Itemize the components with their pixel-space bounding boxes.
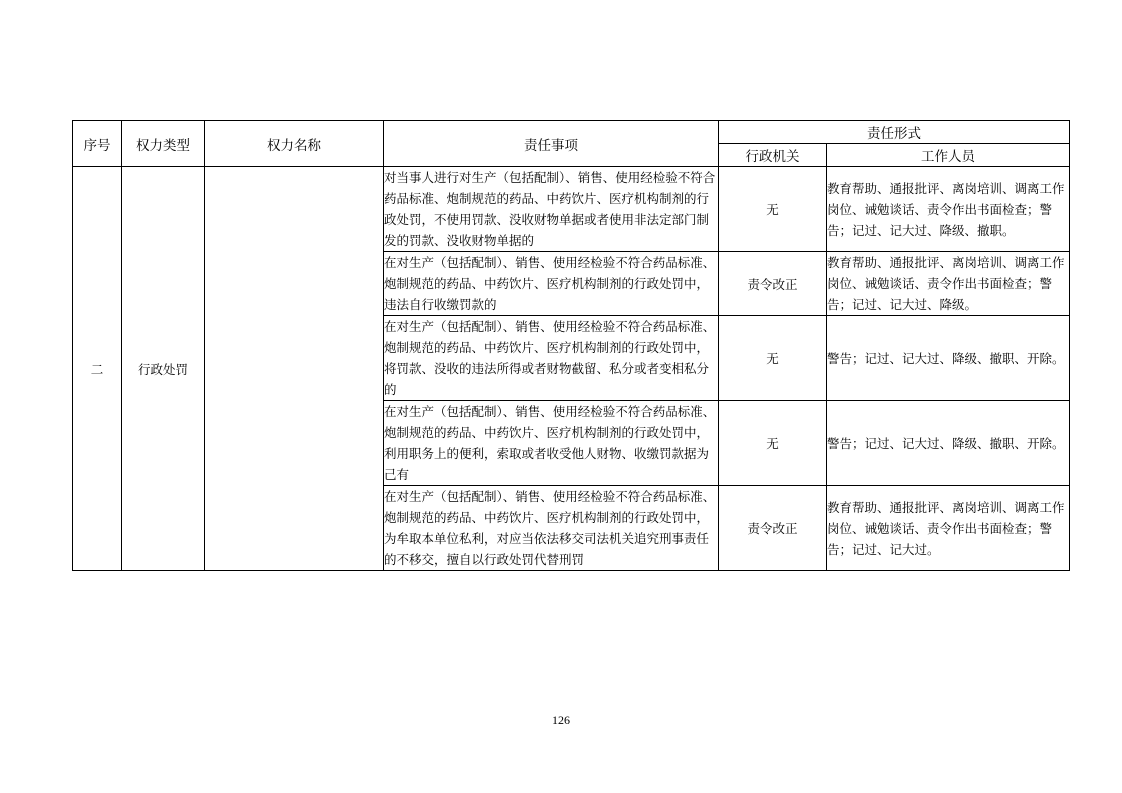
header-responsibility-items: 责任事项 xyxy=(384,121,719,167)
staff-cell: 教育帮助、通报批评、离岗培训、调离工作岗位、诫勉谈话、责令作出书面检查；警告；记过、记大过、降级、撤职。 xyxy=(827,167,1070,252)
table-row xyxy=(73,167,1070,252)
header-power-type: 权力类型 xyxy=(122,121,205,167)
header-responsibility-form: 责任形式 xyxy=(719,121,1070,144)
responsibility-item-cell: 对当事人进行对生产（包括配制）、销售、使用经检验不符合药品标准、炮制规范的药品、中药饮片、医疗机构制剂的行政处罚，不使用罚款、没收财物单据或者使用非法定部门制发的罚款、没收财物单据的 xyxy=(384,167,719,252)
responsibility-table xyxy=(72,120,1070,571)
responsibility-item-cell: 在对生产（包括配制）、销售、使用经检验不符合药品标准、炮制规范的药品、中药饮片、医疗机构制剂的行政处罚中，违法自行收缴罚款的 xyxy=(384,252,719,316)
page-number: 126 xyxy=(552,713,570,727)
power-type-cell: 行政处罚 xyxy=(122,167,205,571)
header-admin-agency: 行政机关 xyxy=(719,144,827,167)
admin-agency-cell: 责令改正 xyxy=(719,252,827,316)
staff-cell: 警告；记过、记大过、降级、撤职、开除。 xyxy=(827,401,1070,486)
admin-agency-cell: 责令改正 xyxy=(719,486,827,571)
index-cell: 二 xyxy=(73,167,122,571)
staff-cell: 警告；记过、记大过、降级、撤职、开除。 xyxy=(827,316,1070,401)
responsibility-item-cell: 在对生产（包括配制）、销售、使用经检验不符合药品标准、炮制规范的药品、中药饮片、医疗机构制剂的行政处罚中，利用职务上的便利，索取或者收受他人财物、收缴罚款据为己有 xyxy=(384,401,719,486)
header-power-name: 权力名称 xyxy=(205,121,384,167)
power-name-cell xyxy=(205,167,384,571)
responsibility-item-cell: 在对生产（包括配制）、销售、使用经检验不符合药品标准、炮制规范的药品、中药饮片、医疗机构制剂的行政处罚中，将罚款、没收的违法所得或者财物截留、私分或者变相私分的 xyxy=(384,316,719,401)
admin-agency-cell: 无 xyxy=(719,401,827,486)
staff-cell: 教育帮助、通报批评、离岗培训、调离工作岗位、诫勉谈话、责令作出书面检查；警告；记过、记大过。 xyxy=(827,486,1070,571)
responsibility-item-cell: 在对生产（包括配制）、销售、使用经检验不符合药品标准、炮制规范的药品、中药饮片、医疗机构制剂的行政处罚中，为牟取本单位私利，对应当依法移交司法机关追究刑事责任的不移交，擅自以行政处罚代替刑罚 xyxy=(384,486,719,571)
header-row-1 xyxy=(73,121,1070,144)
admin-agency-cell: 无 xyxy=(719,167,827,252)
header-staff: 工作人员 xyxy=(827,144,1070,167)
admin-agency-cell: 无 xyxy=(719,316,827,401)
header-index: 序号 xyxy=(73,121,122,167)
staff-cell: 教育帮助、通报批评、离岗培训、调离工作岗位、诫勉谈话、责令作出书面检查；警告；记过、记大过、降级。 xyxy=(827,252,1070,316)
